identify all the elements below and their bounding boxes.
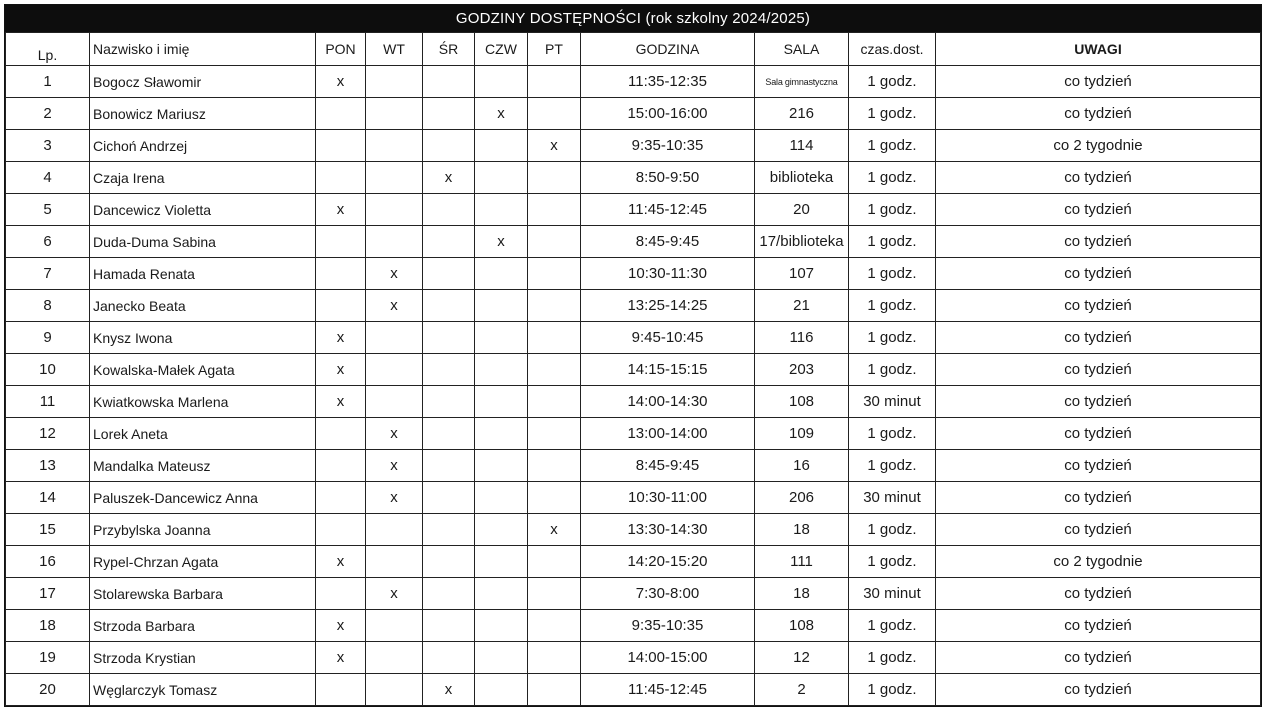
- cell-sala: Sala gimnastyczna: [755, 66, 849, 98]
- cell-czw: [475, 130, 528, 162]
- table-row: [6, 418, 1261, 450]
- cell-uwagi: co tydzień: [936, 450, 1261, 482]
- table-row: [6, 450, 1261, 482]
- cell-pt: [528, 162, 581, 194]
- cell-lp: 3: [6, 130, 90, 162]
- cell-pon: x: [316, 642, 366, 674]
- cell-czw: [475, 482, 528, 514]
- cell-sr: [423, 450, 475, 482]
- cell-name: Bogocz Sławomir: [90, 66, 316, 98]
- cell-godzina: 7:30-8:00: [581, 578, 755, 610]
- cell-sala: 109: [755, 418, 849, 450]
- cell-wt: [366, 66, 423, 98]
- table-row: [6, 290, 1261, 322]
- cell-name: Kwiatkowska Marlena: [90, 386, 316, 418]
- cell-sr: [423, 418, 475, 450]
- cell-uwagi: co tydzień: [936, 98, 1261, 130]
- cell-czw: [475, 514, 528, 546]
- cell-sala: 12: [755, 642, 849, 674]
- cell-czas: 30 minut: [849, 482, 936, 514]
- cell-sr: [423, 226, 475, 258]
- cell-czas: 1 godz.: [849, 450, 936, 482]
- cell-pt: [528, 258, 581, 290]
- cell-czas: 30 minut: [849, 578, 936, 610]
- cell-sr: [423, 546, 475, 578]
- header-pt: PT: [528, 33, 581, 66]
- header-name: Nazwisko i imię: [90, 33, 316, 66]
- cell-czas: 1 godz.: [849, 194, 936, 226]
- cell-pon: [316, 418, 366, 450]
- cell-lp: 8: [6, 290, 90, 322]
- cell-pon: x: [316, 322, 366, 354]
- cell-name: Mandalka Mateusz: [90, 450, 316, 482]
- cell-godzina: 11:45-12:45: [581, 194, 755, 226]
- cell-czw: [475, 450, 528, 482]
- cell-uwagi: co tydzień: [936, 290, 1261, 322]
- cell-wt: [366, 546, 423, 578]
- cell-lp: 11: [6, 386, 90, 418]
- table-row: [6, 578, 1261, 610]
- cell-lp: 7: [6, 258, 90, 290]
- cell-pon: [316, 98, 366, 130]
- cell-uwagi: co tydzień: [936, 322, 1261, 354]
- cell-sr: [423, 66, 475, 98]
- cell-name: Strzoda Barbara: [90, 610, 316, 642]
- cell-godzina: 9:35-10:35: [581, 130, 755, 162]
- cell-czw: [475, 546, 528, 578]
- cell-czas: 1 godz.: [849, 130, 936, 162]
- cell-pt: [528, 610, 581, 642]
- cell-uwagi: co tydzień: [936, 674, 1261, 706]
- cell-sala: 17/biblioteka: [755, 226, 849, 258]
- cell-czas: 1 godz.: [849, 642, 936, 674]
- cell-czas: 1 godz.: [849, 226, 936, 258]
- table-row: [6, 322, 1261, 354]
- cell-lp: 1: [6, 66, 90, 98]
- header-czw: CZW: [475, 33, 528, 66]
- cell-name: Węglarczyk Tomasz: [90, 674, 316, 706]
- cell-sala: 107: [755, 258, 849, 290]
- document-title: GODZINY DOSTĘPNOŚCI (rok szkolny 2024/2025): [5, 5, 1261, 32]
- cell-godzina: 11:35-12:35: [581, 66, 755, 98]
- cell-wt: [366, 514, 423, 546]
- cell-czas: 30 minut: [849, 386, 936, 418]
- cell-czw: [475, 354, 528, 386]
- cell-uwagi: co tydzień: [936, 226, 1261, 258]
- header-lp: Lp.: [6, 33, 90, 66]
- table-row: [6, 354, 1261, 386]
- cell-uwagi: co tydzień: [936, 482, 1261, 514]
- availability-table: [5, 32, 1261, 706]
- cell-pt: x: [528, 130, 581, 162]
- cell-pt: [528, 290, 581, 322]
- cell-wt: [366, 642, 423, 674]
- cell-pon: x: [316, 610, 366, 642]
- table-row: [6, 610, 1261, 642]
- cell-sr: [423, 322, 475, 354]
- header-sr: ŚR: [423, 33, 475, 66]
- cell-czas: 1 godz.: [849, 546, 936, 578]
- cell-name: Czaja Irena: [90, 162, 316, 194]
- cell-pt: [528, 674, 581, 706]
- cell-godzina: 8:45-9:45: [581, 450, 755, 482]
- cell-wt: [366, 98, 423, 130]
- cell-sr: [423, 130, 475, 162]
- cell-sr: [423, 610, 475, 642]
- cell-wt: x: [366, 290, 423, 322]
- table-row: [6, 386, 1261, 418]
- cell-pon: x: [316, 546, 366, 578]
- cell-wt: x: [366, 578, 423, 610]
- cell-pon: [316, 130, 366, 162]
- cell-pt: [528, 66, 581, 98]
- cell-sala: 206: [755, 482, 849, 514]
- cell-wt: x: [366, 258, 423, 290]
- cell-sr: [423, 514, 475, 546]
- cell-uwagi: co tydzień: [936, 162, 1261, 194]
- cell-uwagi: co tydzień: [936, 386, 1261, 418]
- cell-sr: [423, 642, 475, 674]
- cell-czas: 1 godz.: [849, 290, 936, 322]
- cell-czas: 1 godz.: [849, 162, 936, 194]
- cell-pon: x: [316, 354, 366, 386]
- cell-godzina: 15:00-16:00: [581, 98, 755, 130]
- cell-czw: [475, 642, 528, 674]
- cell-uwagi: co 2 tygodnie: [936, 130, 1261, 162]
- table-row: [6, 674, 1261, 706]
- cell-lp: 6: [6, 226, 90, 258]
- cell-pt: [528, 642, 581, 674]
- cell-wt: [366, 322, 423, 354]
- cell-lp: 16: [6, 546, 90, 578]
- cell-lp: 20: [6, 674, 90, 706]
- cell-pon: [316, 674, 366, 706]
- cell-lp: 14: [6, 482, 90, 514]
- table-row: [6, 66, 1261, 98]
- cell-name: Hamada Renata: [90, 258, 316, 290]
- cell-sala: 108: [755, 386, 849, 418]
- cell-uwagi: co tydzień: [936, 578, 1261, 610]
- cell-pon: [316, 578, 366, 610]
- cell-pt: [528, 578, 581, 610]
- cell-sr: [423, 290, 475, 322]
- cell-lp: 4: [6, 162, 90, 194]
- cell-name: Przybylska Joanna: [90, 514, 316, 546]
- cell-pon: [316, 514, 366, 546]
- cell-uwagi: co 2 tygodnie: [936, 546, 1261, 578]
- cell-pt: [528, 194, 581, 226]
- cell-godzina: 14:15-15:15: [581, 354, 755, 386]
- cell-czw: [475, 386, 528, 418]
- cell-pon: [316, 290, 366, 322]
- cell-czw: [475, 194, 528, 226]
- cell-sr: x: [423, 674, 475, 706]
- cell-sala: biblioteka: [755, 162, 849, 194]
- cell-wt: [366, 610, 423, 642]
- cell-godzina: 13:30-14:30: [581, 514, 755, 546]
- cell-sala: 18: [755, 578, 849, 610]
- cell-pon: [316, 258, 366, 290]
- cell-czw: [475, 162, 528, 194]
- cell-czw: x: [475, 98, 528, 130]
- cell-pon: [316, 482, 366, 514]
- cell-czas: 1 godz.: [849, 418, 936, 450]
- cell-czw: [475, 66, 528, 98]
- cell-pt: [528, 354, 581, 386]
- cell-sala: 114: [755, 130, 849, 162]
- cell-lp: 9: [6, 322, 90, 354]
- cell-uwagi: co tydzień: [936, 642, 1261, 674]
- cell-czw: [475, 322, 528, 354]
- cell-wt: [366, 162, 423, 194]
- cell-name: Kowalska-Małek Agata: [90, 354, 316, 386]
- header-wt: WT: [366, 33, 423, 66]
- header-czas: czas.dost.: [849, 33, 936, 66]
- cell-wt: x: [366, 482, 423, 514]
- cell-lp: 5: [6, 194, 90, 226]
- cell-name: Bonowicz Mariusz: [90, 98, 316, 130]
- table-row: [6, 546, 1261, 578]
- cell-uwagi: co tydzień: [936, 194, 1261, 226]
- cell-sala: 116: [755, 322, 849, 354]
- cell-sr: [423, 354, 475, 386]
- cell-pon: [316, 162, 366, 194]
- cell-pon: x: [316, 386, 366, 418]
- cell-pon: x: [316, 194, 366, 226]
- cell-name: Lorek Aneta: [90, 418, 316, 450]
- table-row: [6, 482, 1261, 514]
- header-sala: SALA: [755, 33, 849, 66]
- cell-lp: 2: [6, 98, 90, 130]
- cell-sr: x: [423, 162, 475, 194]
- cell-godzina: 9:45-10:45: [581, 322, 755, 354]
- table-row: [6, 98, 1261, 130]
- cell-sala: 108: [755, 610, 849, 642]
- header-godzina: GODZINA: [581, 33, 755, 66]
- cell-sr: [423, 386, 475, 418]
- cell-sala: 2: [755, 674, 849, 706]
- cell-godzina: 13:00-14:00: [581, 418, 755, 450]
- cell-godzina: 8:50-9:50: [581, 162, 755, 194]
- cell-pt: [528, 98, 581, 130]
- table-row: [6, 258, 1261, 290]
- cell-sr: [423, 98, 475, 130]
- cell-lp: 19: [6, 642, 90, 674]
- header-row: [6, 33, 1261, 66]
- cell-sr: [423, 578, 475, 610]
- cell-wt: [366, 130, 423, 162]
- cell-czw: [475, 610, 528, 642]
- table-row: [6, 162, 1261, 194]
- cell-czas: 1 godz.: [849, 610, 936, 642]
- cell-czas: 1 godz.: [849, 322, 936, 354]
- cell-pt: [528, 322, 581, 354]
- cell-wt: [366, 226, 423, 258]
- cell-pt: [528, 386, 581, 418]
- cell-czw: x: [475, 226, 528, 258]
- cell-godzina: 10:30-11:00: [581, 482, 755, 514]
- cell-czas: 1 godz.: [849, 514, 936, 546]
- cell-czw: [475, 418, 528, 450]
- cell-name: Dancewicz Violetta: [90, 194, 316, 226]
- cell-pt: [528, 450, 581, 482]
- cell-czas: 1 godz.: [849, 66, 936, 98]
- cell-czw: [475, 290, 528, 322]
- cell-godzina: 14:20-15:20: [581, 546, 755, 578]
- cell-sala: 16: [755, 450, 849, 482]
- cell-godzina: 8:45-9:45: [581, 226, 755, 258]
- cell-wt: x: [366, 418, 423, 450]
- cell-lp: 10: [6, 354, 90, 386]
- cell-name: Duda-Duma Sabina: [90, 226, 316, 258]
- cell-godzina: 11:45-12:45: [581, 674, 755, 706]
- cell-godzina: 9:35-10:35: [581, 610, 755, 642]
- cell-pt: x: [528, 514, 581, 546]
- header-uwagi: UWAGI: [936, 33, 1261, 66]
- cell-name: Strzoda Krystian: [90, 642, 316, 674]
- cell-sala: 21: [755, 290, 849, 322]
- cell-czw: [475, 258, 528, 290]
- cell-wt: x: [366, 450, 423, 482]
- cell-name: Paluszek-Dancewicz Anna: [90, 482, 316, 514]
- cell-czas: 1 godz.: [849, 98, 936, 130]
- cell-lp: 13: [6, 450, 90, 482]
- cell-uwagi: co tydzień: [936, 66, 1261, 98]
- table-row: [6, 130, 1261, 162]
- table-row: [6, 514, 1261, 546]
- cell-wt: [366, 354, 423, 386]
- table-row: [6, 226, 1261, 258]
- cell-pt: [528, 482, 581, 514]
- cell-sala: 18: [755, 514, 849, 546]
- cell-sr: [423, 482, 475, 514]
- cell-lp: 12: [6, 418, 90, 450]
- cell-name: Rypel-Chrzan Agata: [90, 546, 316, 578]
- cell-lp: 18: [6, 610, 90, 642]
- availability-document: [4, 4, 1262, 707]
- cell-sr: [423, 194, 475, 226]
- cell-uwagi: co tydzień: [936, 514, 1261, 546]
- cell-sala: 203: [755, 354, 849, 386]
- cell-godzina: 13:25-14:25: [581, 290, 755, 322]
- cell-wt: [366, 194, 423, 226]
- cell-lp: 15: [6, 514, 90, 546]
- cell-pt: [528, 418, 581, 450]
- cell-name: Stolarewska Barbara: [90, 578, 316, 610]
- cell-pon: x: [316, 66, 366, 98]
- cell-pt: [528, 546, 581, 578]
- cell-pon: [316, 450, 366, 482]
- cell-sala: 20: [755, 194, 849, 226]
- table-row: [6, 642, 1261, 674]
- cell-czas: 1 godz.: [849, 354, 936, 386]
- header-pon: PON: [316, 33, 366, 66]
- cell-wt: [366, 386, 423, 418]
- table-row: [6, 194, 1261, 226]
- cell-czw: [475, 578, 528, 610]
- cell-lp: 17: [6, 578, 90, 610]
- cell-uwagi: co tydzień: [936, 418, 1261, 450]
- cell-godzina: 10:30-11:30: [581, 258, 755, 290]
- cell-name: Janecko Beata: [90, 290, 316, 322]
- cell-uwagi: co tydzień: [936, 354, 1261, 386]
- cell-pt: [528, 226, 581, 258]
- cell-sr: [423, 258, 475, 290]
- cell-godzina: 14:00-14:30: [581, 386, 755, 418]
- cell-name: Knysz Iwona: [90, 322, 316, 354]
- cell-uwagi: co tydzień: [936, 610, 1261, 642]
- cell-pon: [316, 226, 366, 258]
- cell-czas: 1 godz.: [849, 674, 936, 706]
- cell-czw: [475, 674, 528, 706]
- cell-sala: 111: [755, 546, 849, 578]
- cell-wt: [366, 674, 423, 706]
- cell-sala: 216: [755, 98, 849, 130]
- cell-czas: 1 godz.: [849, 258, 936, 290]
- cell-name: Cichoń Andrzej: [90, 130, 316, 162]
- cell-godzina: 14:00-15:00: [581, 642, 755, 674]
- cell-uwagi: co tydzień: [936, 258, 1261, 290]
